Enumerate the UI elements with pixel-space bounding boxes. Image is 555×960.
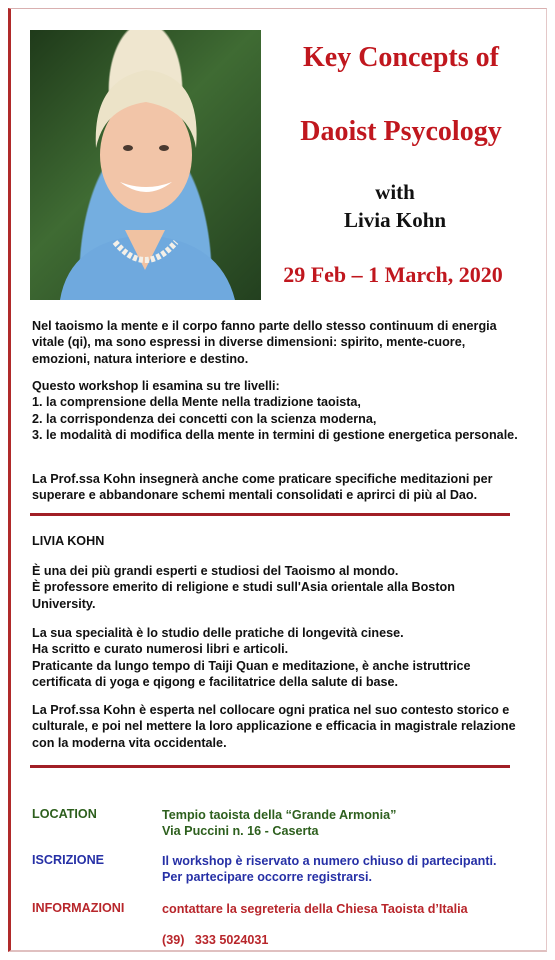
event-date: 29 Feb – 1 March, 2020 [283, 262, 503, 287]
portrait-illustration [30, 30, 261, 300]
iscrizione-line-2: Per partecipare occorre registrarsi. [162, 870, 373, 884]
bio-line: È professore emerito di religione e studi sull'Asia orientale alla Boston University. [32, 580, 455, 611]
level-item-3: 3. le modalità di modifica della mente in termini di gestione energetica personale. [32, 427, 518, 442]
level-item-2: 2. la corrispondenza dei concetti con la scienza moderna, [32, 411, 377, 426]
bio-line: Ha scritto e curato numerosi libri e articoli. [32, 642, 289, 657]
intro-levels [32, 378, 520, 443]
divider-2 [30, 765, 510, 768]
location-line-2: Via Puccini n. 16 - Caserta [162, 824, 319, 838]
location-label: LOCATION [32, 807, 97, 821]
location-line-1: Tempio taoista della “Grande Armonia” [162, 808, 397, 822]
bio-line: È una dei più grandi esperti e studiosi del Taoismo al mondo. [32, 564, 399, 578]
bio-paragraph-3: La Prof.ssa Kohn è esperta nel collocare ogni pratica nel suo contesto storico e culturale, e poi nel mettere la loro applicazione e efficacia in magistrale relazione con la moderna vita occidentale. [32, 703, 516, 750]
bio-heading: LIVIA KOHN [32, 534, 105, 548]
location-value [162, 807, 396, 839]
divider-1 [30, 513, 510, 516]
phone-number[interactable]: (39) 333 5024031 [162, 933, 269, 947]
levels-lead: Questo workshop li esamina su tre livelli: [32, 379, 280, 393]
iscrizione-label: ISCRIZIONE [32, 853, 105, 867]
informazioni-label: INFORMAZIONI [32, 901, 125, 915]
title-line-2: Daoist Psycology [300, 116, 502, 147]
intro-paragraph-1: Nel taoismo la mente e il corpo fanno parte dello stesso continuum di energia vitale (qi), ma sono espressi in diverse dimensioni: spirito, mente-cuore, emozioni, natura interiore e destino. [32, 319, 497, 366]
bio-paragraph-2 [32, 625, 520, 690]
informazioni-value: contattare la segreteria della Chiesa Taoista d’Italia [162, 902, 468, 916]
with-label: with [375, 180, 415, 204]
bio-paragraph-1 [32, 563, 520, 612]
iscrizione-line-1: Il workshop è riservato a numero chiuso di partecipanti. [162, 854, 497, 868]
iscrizione-value [162, 853, 497, 885]
speaker-name: Livia Kohn [343, 208, 447, 232]
level-item-1: 1. la comprensione della Mente nella tradizione taoista, [32, 395, 361, 410]
title-line-1: Key Concepts of [303, 42, 499, 73]
bio-line: Praticante da lungo tempo di Taiji Quan e meditazione, è anche istruttrice certificata di yoga e qigong e facilitatrice della salute di base. [32, 658, 471, 689]
bio-line: La sua specialità è lo studio delle pratiche di longevità cinese. [32, 626, 404, 640]
intro-paragraph-3: La Prof.ssa Kohn insegnerà anche come praticare specifiche meditazioni per superare e abbandonare schemi mentali consolidati e aprirci di più al Dao. [32, 472, 493, 503]
portrait-photo [30, 30, 261, 300]
